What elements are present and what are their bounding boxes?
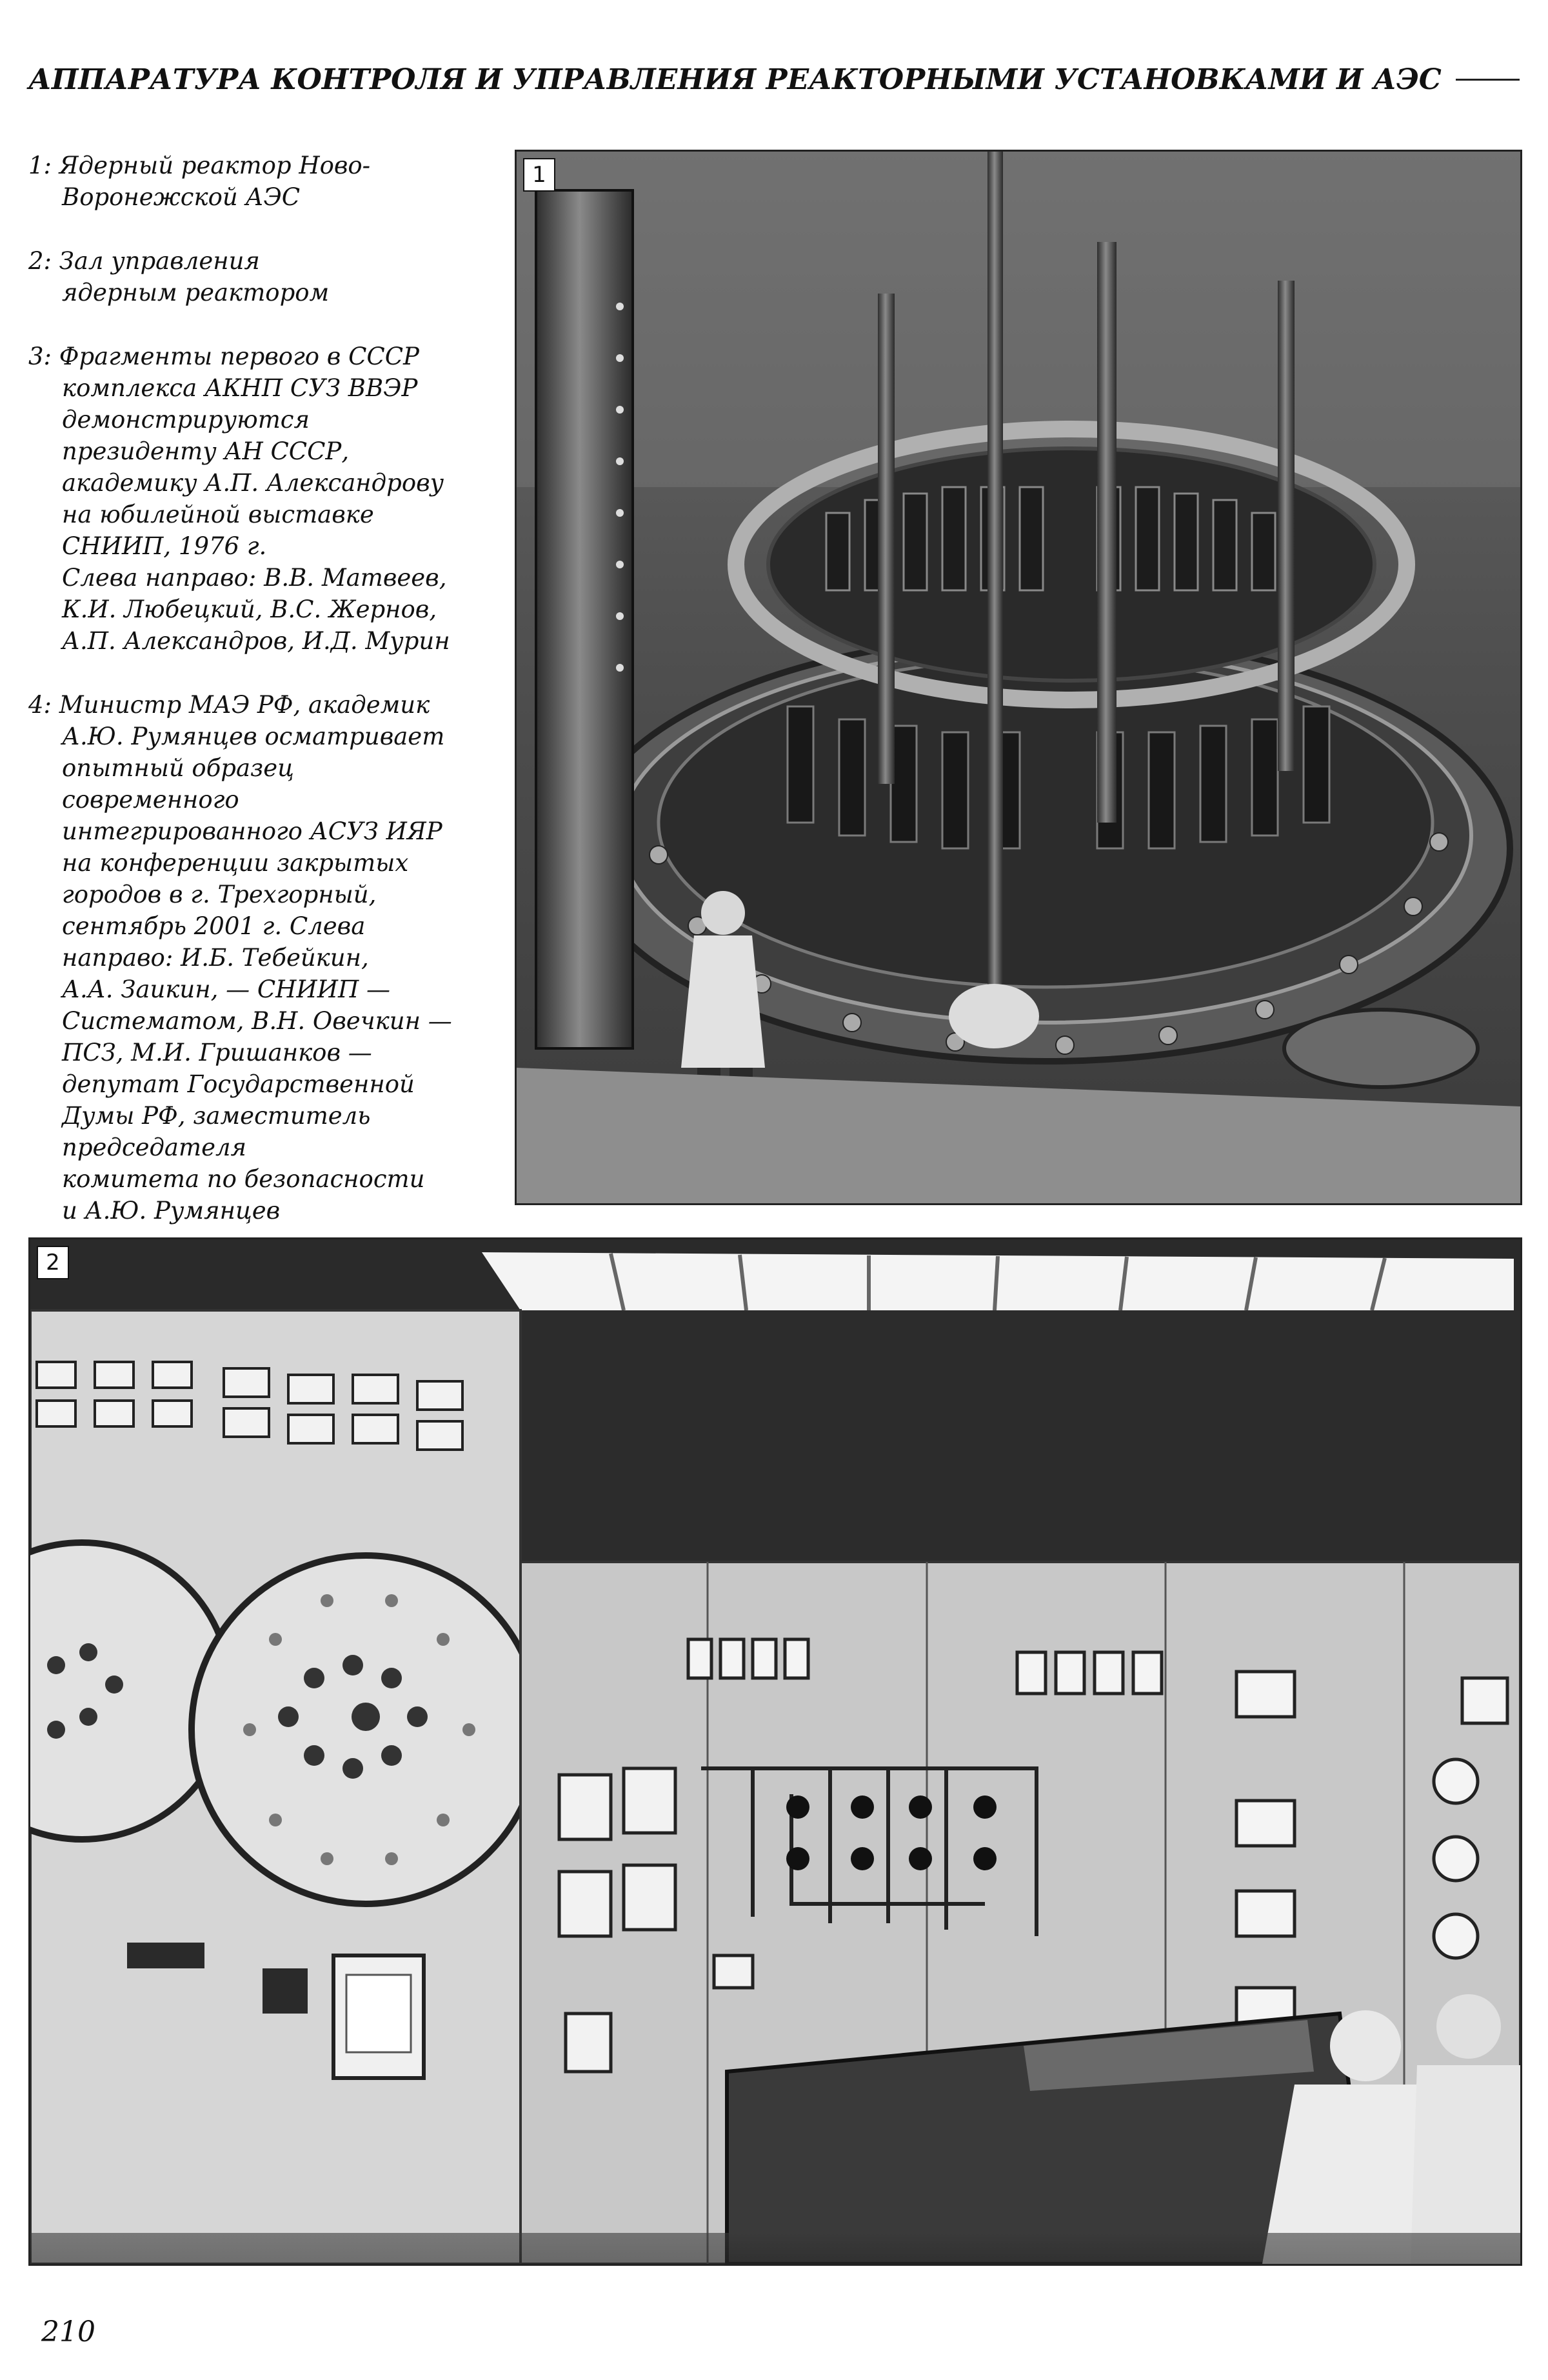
caption-line: Думы РФ, заместитель xyxy=(62,1102,371,1130)
control-room-illustration xyxy=(30,1239,1520,2264)
caption-line: комплекса АКНП СУЗ ВВЭР xyxy=(62,374,418,402)
caption-line: интегрированного АСУЗ ИЯР xyxy=(62,817,442,845)
caption-line: 2: Зал управления xyxy=(28,247,260,275)
reactor-photo-illustration xyxy=(517,152,1520,1203)
caption-line: на юбилейной выставке xyxy=(62,501,374,528)
caption-line: опытный образец xyxy=(62,754,294,782)
caption-line: президенту АН СССР, xyxy=(62,437,350,465)
caption-line: А.Ю. Румянцев осматривает xyxy=(62,723,445,750)
caption-line: Воронежской АЭС xyxy=(62,183,301,211)
caption-line: Систематом, В.Н. Овечкин — xyxy=(62,1007,452,1035)
caption-line: сентябрь 2001 г. Слева xyxy=(62,912,366,940)
caption-line: А.П. Александров, И.Д. Мурин xyxy=(62,627,450,655)
caption-line: комитета по безопасности xyxy=(62,1165,425,1193)
caption-line: 1: Ядерный реактор Ново- xyxy=(28,152,371,179)
control-room-photo xyxy=(28,1237,1522,2266)
reactor-photo xyxy=(515,150,1522,1205)
caption-line: К.И. Любецкий, В.С. Жернов, xyxy=(62,595,437,623)
caption-line: современного xyxy=(62,786,239,814)
caption-3 xyxy=(28,341,499,657)
photo-number-badge: 1 xyxy=(523,158,555,192)
caption-2 xyxy=(28,245,499,308)
caption-line: ПСЗ, М.И. Гришанков — xyxy=(62,1039,372,1066)
caption-line: депутат Государственной xyxy=(62,1070,415,1098)
caption-1 xyxy=(28,150,499,213)
caption-4 xyxy=(28,689,499,1226)
running-header xyxy=(28,57,1520,102)
caption-line: ядерным реактором xyxy=(62,279,330,306)
caption-line: демонстрируются xyxy=(62,406,310,434)
caption-line: и А.Ю. Румянцев xyxy=(62,1197,281,1225)
caption-line: 4: Министр МАЭ РФ, академик xyxy=(28,691,430,719)
photo-number-badge: 2 xyxy=(37,1246,69,1279)
caption-line: председателя xyxy=(62,1134,247,1161)
captions-column xyxy=(28,150,499,1259)
caption-line: 3: Фрагменты первого в СССР xyxy=(28,343,419,370)
caption-line: направо: И.Б. Тебейкин, xyxy=(62,944,369,972)
caption-line: городов в г. Трехгорный, xyxy=(62,881,377,908)
header-title: АППАРАТУРА КОНТРОЛЯ И УПРАВЛЕНИЯ РЕАКТОРНЫМИ УСТАНОВКАМИ И АЭС xyxy=(28,63,1442,96)
page-number: 210 xyxy=(41,2315,95,2348)
caption-line: СНИИП, 1976 г. xyxy=(62,532,267,560)
caption-line: Слева направо: В.В. Матвеев, xyxy=(62,564,447,592)
caption-line: академику А.П. Александрову xyxy=(62,469,444,497)
header-rule xyxy=(1456,79,1520,81)
caption-line: А.А. Заикин, — СНИИП — xyxy=(62,975,390,1003)
caption-line: на конференции закрытых xyxy=(62,849,409,877)
